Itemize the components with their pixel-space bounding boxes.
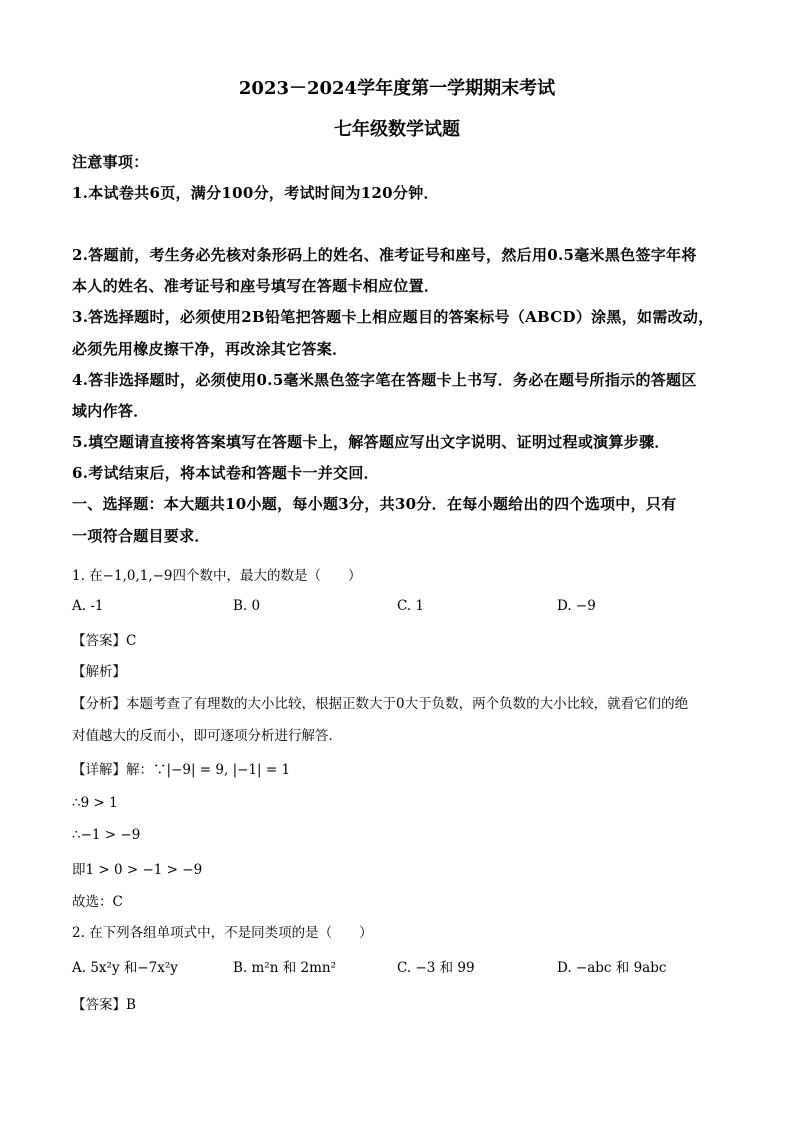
q2-option-a: A. 5x²y 和−7x²y [72,960,178,976]
q1-detail: 【详解】解：∵|−9| = 9, |−1| = 1 [72,762,291,778]
notes-heading: 注意事项： [72,153,149,171]
note-line: 1.本试卷共6页，满分100分，考试时间为120分钟． [72,184,439,202]
exam-title: 2023－2024学年度第一学期期末考试 [238,78,556,99]
q1-analysis-line: 【分析】本题考查了有理数的大小比较，根据正数大于0大于负数，两个负数的大小比较，就看它们的绝 [72,696,689,712]
q2-option-b: B. m²n 和 2mn² [233,960,336,976]
question-1-stem: 1. 在−1,0,1,−9四个数中，最大的数是（ ） [72,568,362,584]
q1-step: 即1 > 0 > −1 > −9 [72,862,203,878]
section-heading: 一项符合题目要求． [72,527,210,545]
q1-step: ∴9 > 1 [72,795,118,811]
note-line: 域内作答． [72,402,149,420]
note-line: 5.填空题请直接将答案填写在答题卡上，解答题应写出文字说明、证明过程或演算步骤． [72,433,670,451]
note-line: 3.答选择题时，必须使用2B铅笔把答题卡上相应题目的答案标号（ABCD）涂黑，如需改动， [72,308,714,326]
note-line: 必须先用橡皮擦干净，再改涂其它答案． [72,340,348,358]
q1-option-b: B. 0 [233,598,261,614]
q1-option-c: C. 1 [397,598,425,614]
note-line: 4.答非选择题时，必须使用0.5毫米黑色签字笔在答题卡上书写．务必在题号所指示的答题区 [72,371,697,389]
q1-analysis-line: 对值越大的反而小，即可逐项分析进行解答． [72,728,342,744]
q1-option-d: D. −9 [557,598,596,614]
q1-conclusion: 故选：C [72,894,123,910]
q2-option-d: D. −abc 和 9abc [557,960,667,976]
note-line: 本人的姓名、准考证号和座号填写在答题卡相应位置． [72,277,440,295]
note-line: 6.考试结束后，将本试卷和答题卡一并交回． [72,464,379,482]
q1-option-a: A. -1 [72,598,104,614]
exam-subtitle: 七年级数学试题 [334,119,460,140]
q1-step: ∴−1 > −9 [72,827,141,843]
q1-analysis-label: 【解析】 [72,664,126,680]
q2-answer: 【答案】B [72,997,136,1013]
q1-answer: 【答案】C [72,633,137,649]
section-heading: 一、选择题：本大题共10小题，每小题3分，共30分．在每小题给出的四个选项中，只有 [72,495,677,513]
question-2-stem: 2. 在下列各组单项式中，不是同类项的是（ ） [72,925,373,941]
q2-option-c: C. −3 和 99 [397,960,475,976]
note-line: 2.答题前，考生务必先核对条形码上的姓名、准考证号和座号，然后用0.5毫米黑色签字年将 [72,246,697,264]
